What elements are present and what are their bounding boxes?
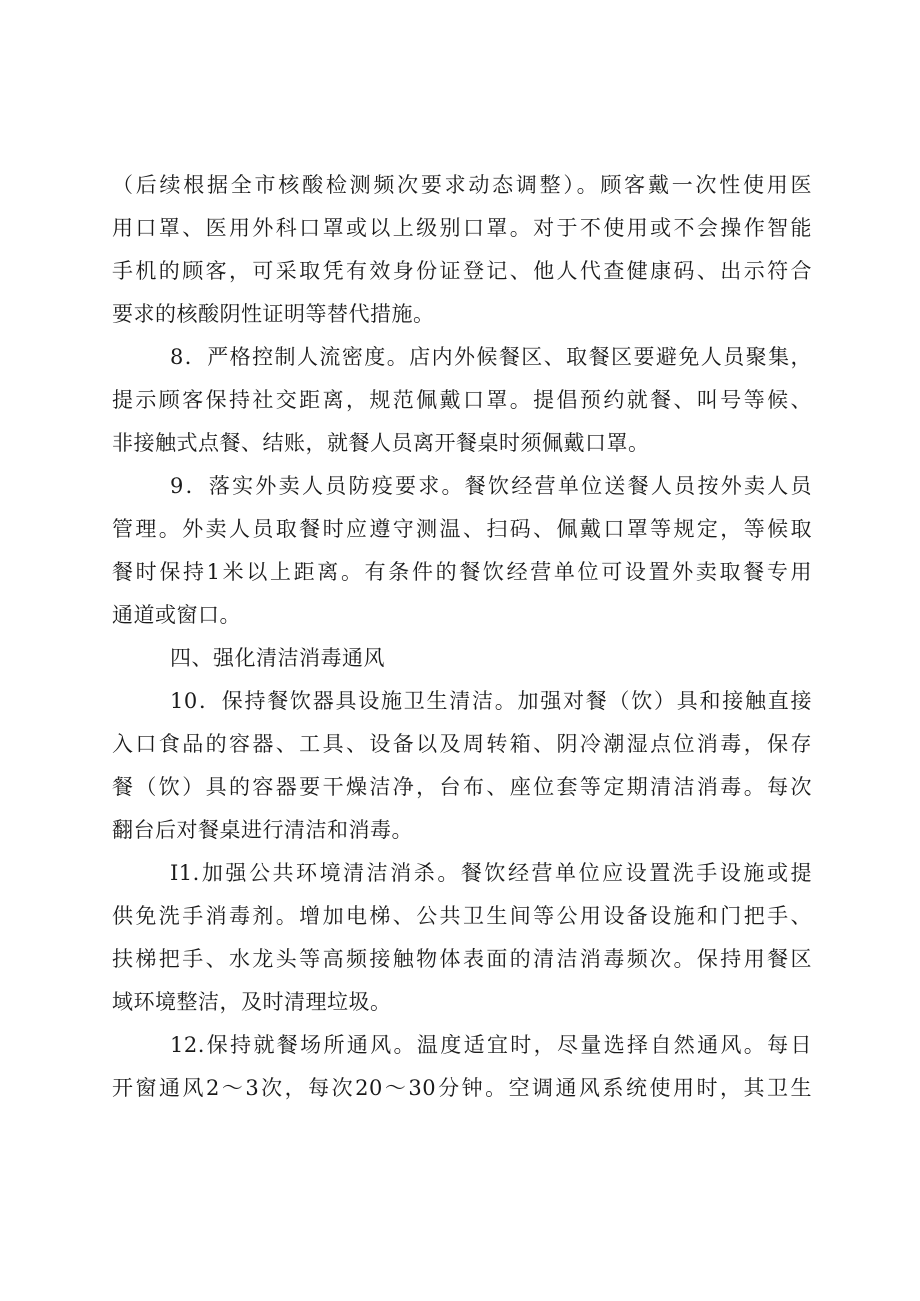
text-line: 手机的顾客，可采取凭有效身份证登记、他人代查健康码、出示符合 — [112, 259, 812, 283]
text-line: 餐时保持1米以上距离。有条件的餐饮经营单位可设置外卖取餐专用 — [112, 560, 812, 584]
text-line: 8．严格控制人流密度。店内外候餐区、取餐区要避免人员聚集， — [170, 345, 812, 369]
text-line: 提示顾客保持社交距离，规范佩戴口罩。提倡预约就餐、叫号等候、 — [112, 388, 812, 412]
text-line: 管理。外卖人员取餐时应遵守测温、扫码、佩戴口罩等规定，等候取 — [112, 517, 812, 541]
text-line: 12.保持就餐场所通风。温度适宜时，尽量选择自然通风。每日 — [170, 1033, 812, 1057]
text-line: 9．落实外卖人员防疫要求。餐饮经营单位送餐人员按外卖人员 — [170, 474, 812, 498]
text-line: 非接触式点餐、结账，就餐人员离开餐桌时须佩戴口罩。 — [112, 431, 650, 455]
text-line: 10．保持餐饮器具设施卫生清洁。加强对餐（饮）具和接触直接 — [170, 689, 812, 713]
text-line: 供免洗手消毒剂。增加电梯、公共卫生间等公用设备设施和门把手、 — [112, 904, 812, 928]
text-line: 开窗通风2～3次，每次20～30分钟。空调通风系统使用时，其卫生 — [112, 1076, 812, 1100]
text-line: （后续根据全市核酸检测频次要求动态调整）。顾客戴一次性使用医 — [112, 173, 812, 197]
text-line: 用口罩、医用外科口罩或以上级别口罩。对于不使用或不会操作智能 — [112, 216, 812, 240]
text-line: 通道或窗口。 — [112, 603, 241, 627]
text-line: 扶梯把手、水龙头等高频接触物体表面的清洁消毒频次。保持用餐区 — [112, 947, 812, 971]
section-heading: 四、强化清洁消毒通风 — [170, 646, 385, 670]
text-line: 翻台后对餐桌进行清洁和消毒。 — [112, 818, 413, 842]
text-line: I1.加强公共环境清洁消杀。餐饮经营单位应设置洗手设施或提 — [170, 861, 812, 885]
text-line: 餐（饮）具的容器要干燥洁净，台布、座位套等定期清洁消毒。每次 — [112, 775, 812, 799]
text-line: 域环境整洁，及时清理垃圾。 — [112, 990, 392, 1014]
text-line: 入口食品的容器、工具、设备以及周转箱、阴冷潮湿点位消毒，保存 — [112, 732, 812, 756]
text-line: 要求的核酸阴性证明等替代措施。 — [112, 302, 435, 326]
